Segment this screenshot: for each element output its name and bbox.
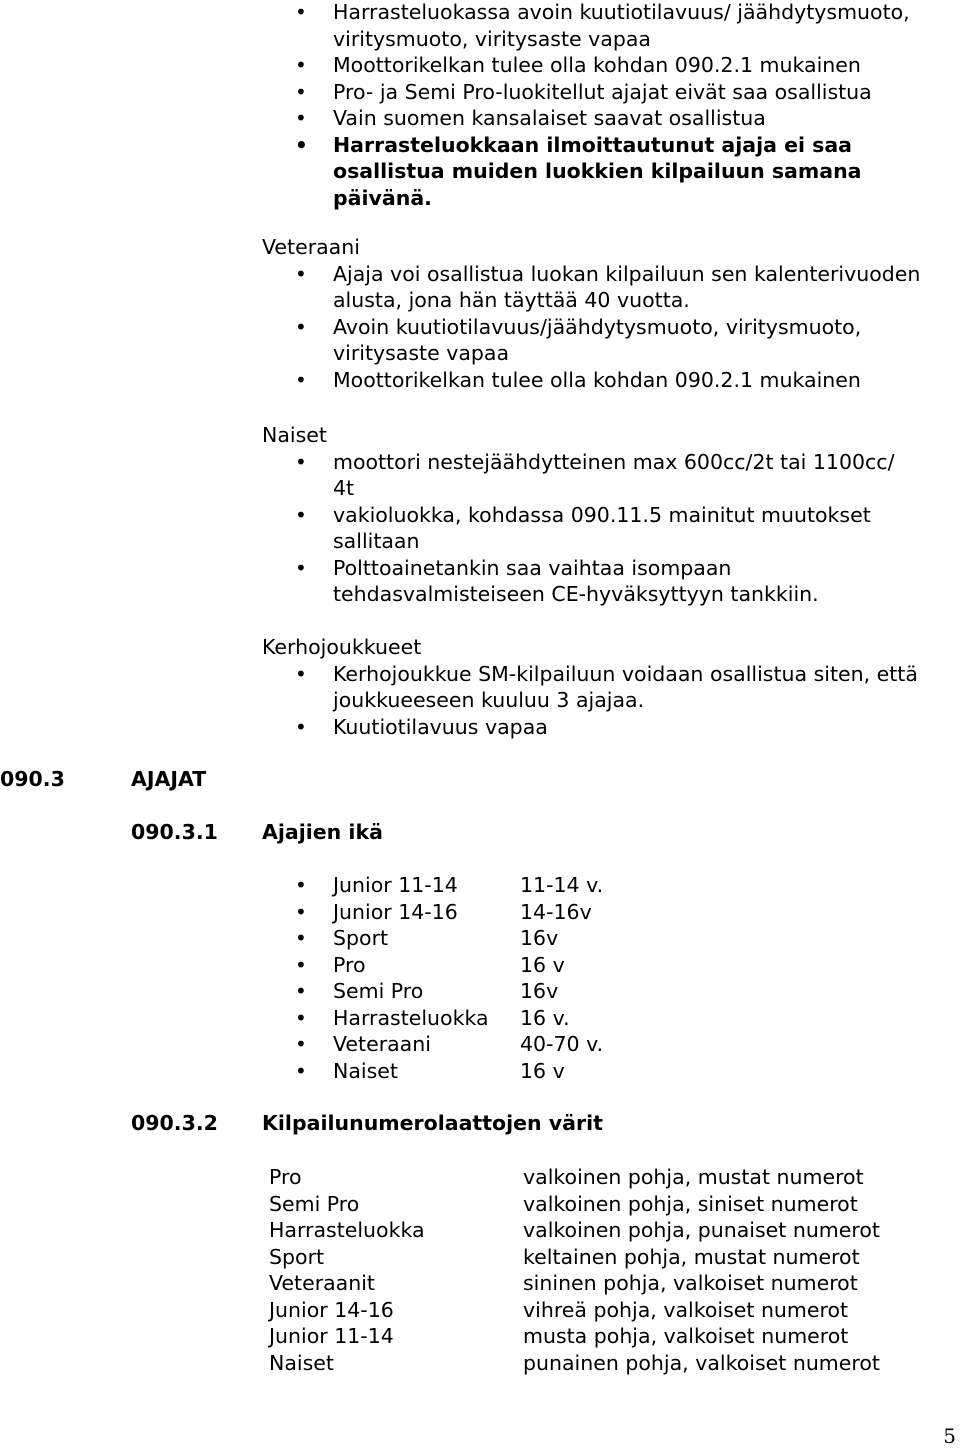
age-table: [262, 872, 762, 1084]
table-row: [262, 952, 762, 979]
class-name: • Naiset: [333, 1058, 398, 1083]
class-name: Sport: [269, 1244, 325, 1269]
veteraani-heading: Veteraani: [262, 235, 360, 259]
table-row: [269, 1217, 949, 1244]
table-row: [269, 1323, 949, 1350]
class-name: • Pro: [333, 952, 366, 977]
list-item: • Vain suomen kansalaiset saavat osallistua: [262, 105, 942, 132]
table-row: [262, 872, 762, 899]
age-value: 16v: [520, 979, 559, 1003]
list-item: • Pro- ja Semi Pro-luokitellut ajajat eivät saa osallistua: [262, 79, 942, 106]
table-row: [262, 1005, 762, 1032]
age-value: 16v: [520, 926, 559, 950]
table-row: [269, 1164, 949, 1191]
color-value: sininen pohja, valkoiset numerot: [523, 1271, 858, 1295]
class-name: Veteraanit: [269, 1271, 375, 1295]
color-value: valkoinen pohja, siniset numerot: [523, 1191, 858, 1216]
list-item: • Moottorikelkan tulee olla kohdan 090.2.1 mukainen: [262, 367, 942, 394]
veteraani-section: [262, 234, 942, 393]
class-name: • Semi Pro: [333, 979, 424, 1003]
class-name: Pro: [269, 1165, 302, 1189]
subsection-title: Ajajien ikä: [262, 820, 383, 844]
age-value: 40-70 v.: [520, 1032, 604, 1056]
class-name: • Veteraani: [333, 1032, 431, 1056]
class-name: Junior 11-14: [269, 1324, 394, 1348]
list-item: • Ajaja voi osallistua luokan kilpailuun sen kalenterivuoden alusta, jona hän täyttää 40 vuotta.: [262, 261, 942, 314]
table-row: [262, 925, 762, 952]
list-item: • vakioluokka, kohdassa 090.11.5 mainitut muutokset sallitaan: [262, 502, 902, 555]
kerhojoukkueet-heading: Kerhojoukkueet: [262, 635, 422, 659]
kerhojoukkueet-section: [262, 634, 942, 740]
table-row: [269, 1270, 949, 1297]
class-name: Harrasteluokka: [269, 1218, 425, 1242]
section-title: AJAJAT: [131, 767, 207, 791]
table-row: [269, 1297, 949, 1324]
class-name: • Junior 14-16: [333, 899, 458, 924]
class-name: • Junior 11-14: [333, 873, 458, 897]
list-item: • Kuutiotilavuus vapaa: [262, 714, 942, 741]
subsection-number: 090.3.1: [131, 820, 218, 844]
table-row: [262, 899, 762, 926]
harrasteluokka-section: [262, 0, 942, 211]
class-name: Junior 14-16: [269, 1297, 394, 1322]
list-item: • moottori nestejäähdytteinen max 600cc/2t tai 1100cc/ 4t: [262, 449, 902, 502]
list-item: • Harrasteluokassa avoin kuutiotilavuus/ jäähdytysmuoto, viritysmuoto, viritysaste vapaa: [262, 0, 942, 52]
color-value: valkoinen pohja, punaiset numerot: [523, 1218, 880, 1242]
table-row: [262, 1031, 762, 1058]
class-name: Naiset: [269, 1350, 334, 1375]
color-value: musta pohja, valkoiset numerot: [523, 1324, 849, 1348]
class-name: • Sport: [333, 926, 389, 950]
list-item: • Avoin kuutiotilavuus/jäähdytysmuoto, viritysmuoto, viritysaste vapaa: [262, 314, 942, 367]
page-number: 5: [943, 1423, 956, 1448]
list-item: • Polttoainetankin saa vaihtaa isompaan tehdasvalmisteiseen CE-hyväksyttyyn tankkiin.: [262, 555, 902, 608]
list-item: • Kerhojoukkue SM-kilpailuun voidaan osallistua siten, että joukkueeseen kuuluu 3 ajajaa.: [262, 661, 942, 714]
age-value: 11-14 v.: [520, 873, 604, 897]
naiset-heading: Naiset: [262, 423, 327, 447]
list-item: • Moottorikelkan tulee olla kohdan 090.2.1 mukainen: [262, 52, 942, 79]
class-name: Semi Pro: [269, 1191, 360, 1216]
age-value: 16 v.: [520, 1005, 570, 1030]
list-item: • Harrasteluokkaan ilmoittautunut ajaja ei saa osallistua muiden luokkien kilpailuun samana päivänä.: [262, 132, 942, 212]
age-value: 16 v: [520, 1058, 565, 1083]
table-row: [269, 1191, 949, 1218]
color-value: keltainen pohja, mustat numerot: [523, 1244, 860, 1269]
table-row: [262, 978, 762, 1005]
subsection-number: 090.3.2: [131, 1111, 218, 1135]
kerhojoukkueet-list: [262, 661, 942, 741]
naiset-list: [262, 449, 902, 608]
age-value: 16 v: [520, 952, 565, 977]
harrasteluokka-list: [262, 0, 942, 211]
color-value: punainen pohja, valkoiset numerot: [523, 1350, 880, 1375]
age-value: 14-16v: [520, 899, 592, 924]
color-value: vihreä pohja, valkoiset numerot: [523, 1297, 849, 1322]
class-name: • Harrasteluokka: [333, 1005, 489, 1030]
table-row: [262, 1058, 762, 1085]
naiset-section: [262, 422, 902, 608]
plate-color-table: [269, 1164, 949, 1376]
subsection-title: Kilpailunumerolaattojen värit: [262, 1111, 603, 1135]
table-row: [269, 1350, 949, 1377]
table-row: [269, 1244, 949, 1271]
color-value: valkoinen pohja, mustat numerot: [523, 1165, 864, 1189]
veteraani-list: [262, 261, 942, 394]
section-number: 090.3: [0, 767, 65, 791]
